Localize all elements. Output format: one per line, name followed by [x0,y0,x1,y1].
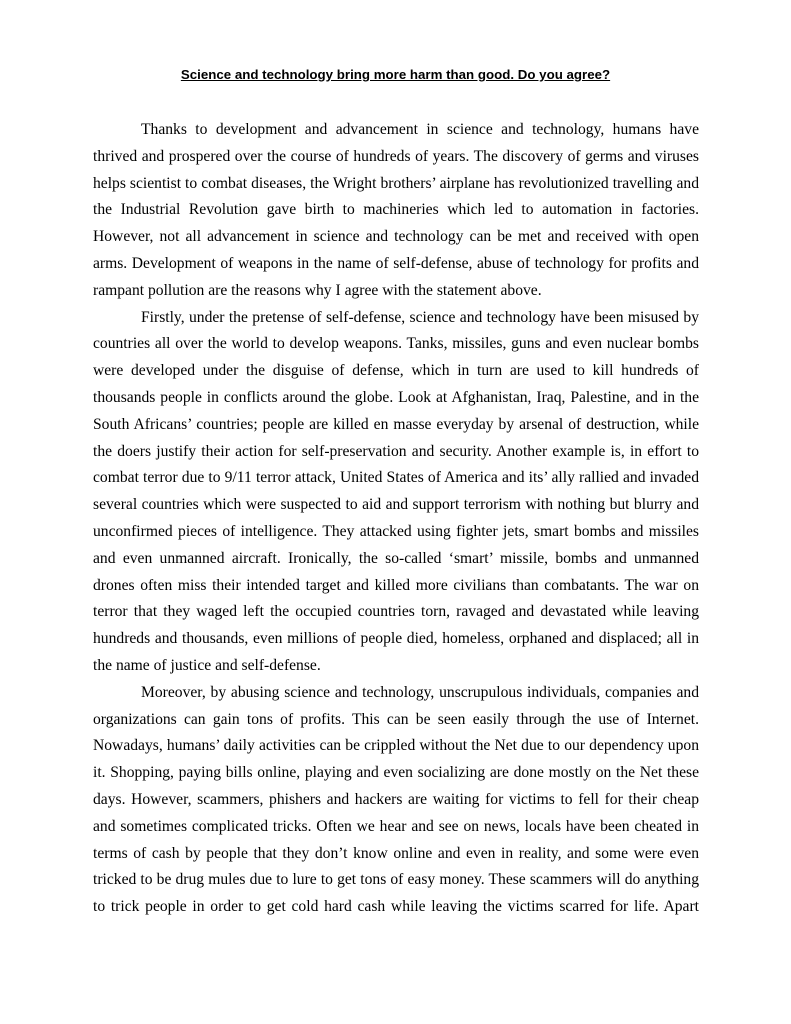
paragraph-introduction: Thanks to development and advancement in science and technology, humans have thrived and prospered over the course of hundreds of years. The discovery of germs and viruses helps scientist to combat diseases, the Wright brothers’ airplane has revolutionized travelling and the Industrial Revolution gave birth to machineries which led to automation in factories. However, not all advancement in science and technology can be met and received with open arms. Development of weapons in the name of self-defense, abuse of technology for profits and rampant pollution are the reasons why I agree with the statement above. [93,121,699,299]
paragraph-profits: Moreover, by abusing science and technology, unscrupulous individuals, companies and organizations can gain tons of profits. This can be seen easily through the use of Internet. Nowadays, humans’ daily activities can be crippled without the Net due to our dependency upon it. Shopping, paying bills online, playing and even socializing are done mostly on the Net these days. However, scammers, phishers and hackers are waiting for victims to fell for their cheap and sometimes complicated tricks. Often we hear and see on news, locals have been cheated in terms of cash by people that they don’t know online and even in reality, and some were even tricked to be drug mules due to lure to get tons of easy money. These scammers will do anything to trick people in order to get cold hard cash while leaving the victims scarred for life. Apart [93,683,699,916]
essay-title: Science and technology bring more harm than good. Do you agree? [180,67,611,82]
paragraph-weapons: Firstly, under the pretense of self-defense, science and technology have been misused by countries all over the world to develop weapons. Tanks, missiles, guns and even nuclear bombs were developed under the disguise of defense, which in turn are used to kill hundreds of thousands people in conflicts around the globe. Look at Afghanistan, Iraq, Palestine, and in the South Africans’ countries; people are killed en masse everyday by arsenal of destruction, while the doers justify their action for self-preservation and security. Another example is, in effort to combat terror due to 9/11 terror attack, United States of America and its’ ally rallied and invaded several countries which were suspected to aid and support terrorism with nothing but blurry and unconfirmed pieces of intelligence. They attacked using fighter jets, smart bombs and missiles and even unmanned aircraft. Ironically, the so-called ‘smart’ missile, bombs and unmanned drones often miss their intended target and killed more civilians than combatants. The war on terror that they waged left the occupied countries torn, ravaged and devastated while leaving hundreds and thousands, even millions of people died, homeless, orphaned and displaced; all in the name of justice and self-defense. [93,308,699,674]
essay-body [93,117,699,921]
